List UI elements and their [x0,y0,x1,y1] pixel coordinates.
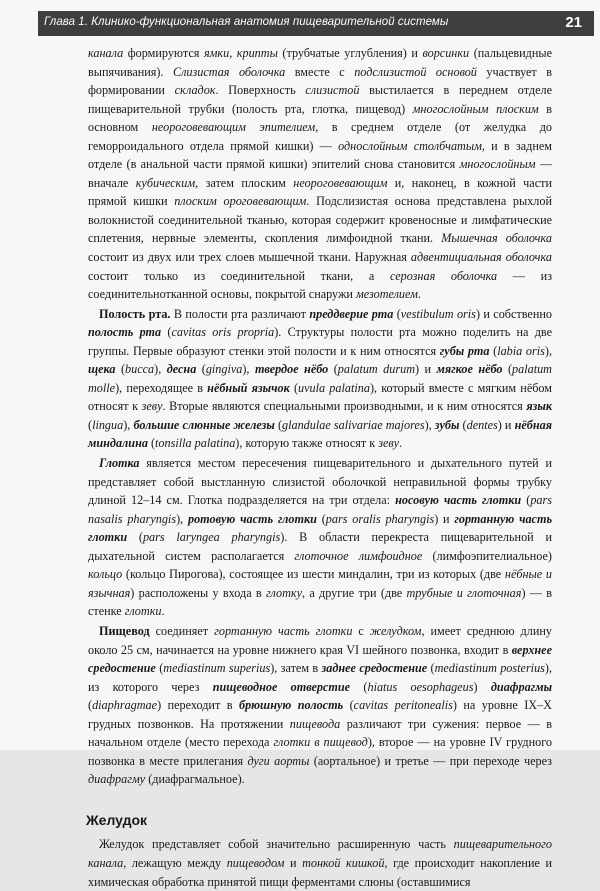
italic-term: tonsilla palatina [155,436,236,451]
italic-term: гортанную часть глотки [214,623,353,638]
text-run: ), [424,417,435,432]
italic-term: pars laryngea pharyngis [142,530,281,545]
italic-term: Мышечная оболочка [441,231,552,246]
italic-term: пищеводом [226,855,285,870]
italic-term: адвентициальная оболочка [410,250,552,265]
italic-term: pars oralis pharyngis [325,511,435,526]
text-run: ) переходит в [157,698,239,713]
bold-italic-term: твердое нёбо [254,362,329,377]
italic-term: нёбные и язычная [88,567,553,600]
text-run: ) и [415,362,437,377]
body-text [88,44,552,891]
italic-term: пищеварительного канала [88,837,552,870]
text-run: ( [147,436,156,451]
text-run: участвует в формировании [88,64,552,98]
italic-term: gingiva [205,362,243,377]
text-run: ), [123,417,134,432]
italic-term: тонкой кишкой [302,855,385,870]
text-run: ( [328,362,338,377]
text-run: ) на уровне IX–X грудных позвонков. На протяжении [88,698,552,731]
text-run: , а другие три (две [302,585,407,600]
italic-term: dentes [466,417,498,432]
italic-term: диафрагму [88,772,146,787]
italic-term: зеву [141,399,163,414]
italic-term: подслизистой основой [354,64,477,79]
paragraph-pharynx [88,454,552,621]
text-run: — из соединительнотканной основы, покрытой снаружи [88,268,553,302]
text-run: ( [350,679,368,694]
italic-term: глотку [265,585,303,600]
text-run: ) и [497,417,515,432]
italic-term: многослойным [459,157,536,172]
text-run: — вначале [88,157,553,190]
text-run: (пальцевидные выпячивания). [88,46,552,79]
italic-term: hiatus oesophageus [367,679,474,694]
text-run: ( [88,417,93,432]
bold-italic-term: пищеводное отверстие [212,679,351,694]
italic-term: vestibulum oris [400,306,476,321]
text-run: ( [115,362,126,377]
italic-term: uvula palatina [298,380,370,395]
text-run: ), [154,362,167,377]
text-run: ( [502,362,513,377]
text-run: ) и [434,511,455,526]
text-run: ( [521,493,531,508]
text-run: ( [127,530,143,545]
italic-term: lingua [92,417,124,432]
text-run: , затем плоским [195,175,294,190]
italic-term: cavitas peritonealis [353,698,453,713]
italic-term: серозная оболочка [389,268,498,283]
text-run: различают три сужения: первое — в начальном отделе (место перехода [88,716,552,750]
italic-term: слизистой [305,83,360,98]
text-run: ( [427,661,435,676]
bold-italic-term: верхнее средостение [88,642,552,676]
text-run: . [161,604,165,619]
italic-term: ворсинки [422,46,470,60]
text-run: ). В области перекреста пищеварительной и дыхательной систем располагается [88,530,552,563]
text-run: , и в заднем отделе (в анальной части прямой кишки) эпителий снова становится [88,138,552,172]
bold-term: Полость рта. [99,306,171,321]
paragraph-oral-cavity [88,305,552,453]
page-number: 21 [565,14,582,31]
text-run: ( [343,698,354,713]
text-run: . [399,436,403,451]
text-run: ), второе — на уровне IV грудного позвонка в месте прилегания [88,735,552,768]
italic-term: зеву [378,436,400,451]
text-run: ( [489,343,498,358]
bold-italic-term: большие слюнные железы [133,417,275,432]
text-run: состоит из двух или трех слоев мышечной ткани. Наружная [88,250,411,265]
text-run: ( [196,362,206,377]
bold-italic-term: язык [526,399,552,414]
italic-term: желудком [369,623,422,638]
text-run: , лежащую между [123,855,227,870]
bold-italic-term: ротовую часть глотки [187,511,317,526]
text-run: (кольцо Пирогова), состоящее из шести миндалин, три из которых (две [122,567,505,582]
bold-italic-term: Глотка [99,456,140,471]
text-run: Желудок представляет собой значительно расширенную часть [99,837,454,852]
italic-term: Слизистая оболочка [172,64,286,79]
italic-term: cavitas oris propria [171,325,275,340]
text-run: с [352,623,370,638]
text-run: ), [242,362,255,377]
italic-term: трубные и глоточная [406,585,522,600]
italic-term: неороговевающим эпителием [151,120,316,135]
text-run: ), который вместе с мягким нёбом относят к [88,380,552,414]
italic-term: крипты [236,46,278,60]
italic-term: глоточное лимфоидное [294,548,423,563]
bold-italic-term: полость рта [88,325,162,340]
italic-term: diaphragmae [92,698,158,713]
text-run: . Подслизистая основа представлена рыхлой волокнистой соединительной тканью, которая содержит кровеносные и лимфатические сплетения, нервные элементы, скопления лимфоидной ткани. [88,194,552,246]
bold-italic-term: нёбная миндалина [88,417,552,451]
bold-italic-term: диафрагмы [490,679,553,694]
text-run: ( [274,417,282,432]
paragraph-mucosa [88,44,552,304]
italic-term: однослойным столбчатым [338,138,482,153]
text-run: ), которую также относят к [235,436,379,451]
bold-italic-term: щека [88,362,116,377]
bold-italic-term: губы рта [439,343,490,358]
italic-term: mediastinum posterius [434,661,545,676]
running-header [38,11,594,36]
bold-italic-term: мягкое нёбо [436,362,503,377]
bold-italic-term: зубы [434,417,460,432]
text-run: и, наконец, в кожной части прямой кишки [88,175,552,209]
italic-term: mediastinum superius [163,661,271,676]
text-run: (лимфоэпителиальное) [422,548,552,563]
text-run: и [284,855,303,870]
text-run: ( [155,661,164,676]
text-run: , [229,46,237,60]
text-run: (аортальное) и третье — при переходе через [309,753,552,768]
italic-term: ямки [203,46,230,60]
italic-term: labia oris [497,343,545,358]
text-run: ), [176,511,188,526]
bold-italic-term: десна [166,362,197,377]
italic-term: пищевода [289,716,341,731]
bold-italic-term: нёбный язычок [207,380,290,395]
text-run: состоит только из соединительной ткани, а [88,268,390,283]
text-run: ( [316,511,326,526]
bold-italic-term: преддверие рта [309,306,394,321]
italic-term: bucca [125,362,155,377]
chapter-title: Глава 1. Клинико-функциональная анатомия пищеварительной системы [44,16,449,28]
text-run: ( [88,698,93,713]
bold-term: Пищевод [99,623,150,638]
text-run: вместе с [285,64,355,79]
text-run: ( [393,306,401,321]
italic-term: кубическим [135,175,196,190]
text-run: ). Структуры полости рта можно поделить на две группы. Первые образуют стенки этой полости и к ним относятся [88,325,552,358]
text-run: . [417,287,421,302]
text-run: , имеет среднюю длину около 25 см, начинается на уровне нижнего края VI шейного позвонка, входит в [88,623,552,657]
italic-term: кольцо [88,567,123,582]
paragraph-esophagus [88,622,552,789]
text-run: ), переходящее в [115,380,208,395]
text-run: ( [459,417,467,432]
text-run: в основном [88,101,552,135]
italic-term: канала [88,46,124,60]
paragraph-stomach [88,835,552,891]
text-run: . Поверхность [215,83,306,98]
text-run: ( [161,325,172,340]
section-heading-stomach: Желудок [86,811,148,828]
text-run: соединяет [149,623,215,638]
text-run: (трубчатые углубления) и [277,46,423,60]
text-run: (диафрагмальное). [145,772,245,787]
italic-term: pars nasalis pharyngis [88,493,552,526]
text-run: ( [289,380,299,395]
italic-term: дуги аорты [247,753,310,768]
italic-term: мезотелием [355,287,418,302]
bold-italic-term: гортанную часть глотки [88,511,553,545]
italic-term: глотки в пищевод [273,735,368,750]
text-run: формируются [123,46,204,60]
text-run: является местом пересечения пищеварительного и дыхательного путей и представляет собой выстланную слизистой оболочкой неправильной формы трубку длиной 12–14 см. Глотка подразделяется на три отдела: [88,456,552,508]
italic-term: palatum durum [337,362,416,377]
text-run: ) [473,679,491,694]
text-run: ), из которого через [88,661,553,694]
text-run: В полости рта различают [170,306,310,321]
bold-italic-term: брюшную полость [238,698,344,713]
bold-italic-term: заднее средостение [321,661,428,676]
text-run: ), [544,343,553,358]
text-run: ) — в стенке [88,585,552,619]
text-run: выстилается в переднем отделе пищеварительной трубки (полость рта, глотка, пищевод) [88,83,552,116]
italic-term: palatum molle [88,362,552,395]
italic-term: плоским ороговевающим [174,194,307,209]
italic-term: неороговевающим [293,175,388,190]
text-run: ) и собственно [475,306,552,321]
italic-term: глотки [124,604,162,619]
italic-term: glandulae salivariae majores [282,417,425,432]
text-run: , в среднем отделе (от желудка до геморроидального отдела прямой кишки) — [88,120,552,153]
text-run: , где происходит накопление и химическая обработка принятой пищи ферментами слюны (оставшимися [88,855,552,889]
text-run: ), затем в [270,661,322,676]
italic-term: многослойным плоским [412,101,539,116]
bold-italic-term: носовую часть глотки [395,493,522,508]
italic-term: складок [174,83,216,98]
text-run: ) расположены у входа в [130,585,266,600]
text-run: . Вторые являются специальными производными, и к ним относятся [162,399,527,414]
